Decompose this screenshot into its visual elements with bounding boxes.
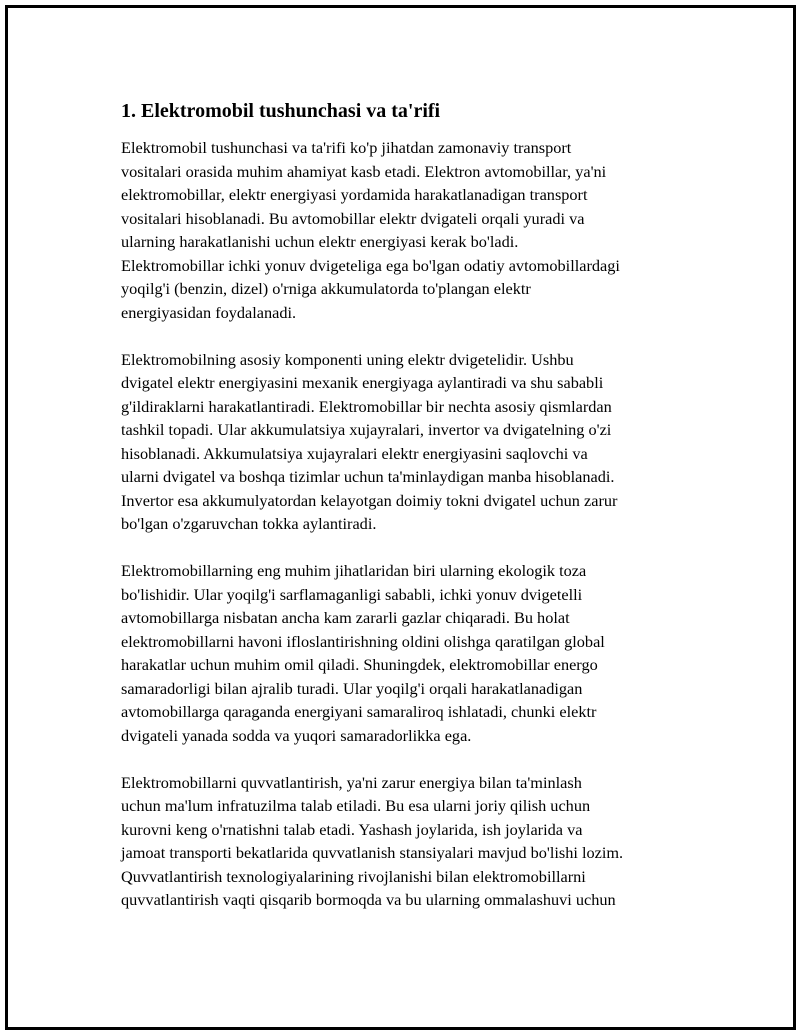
- text-line: vositalari orasida muhim ahamiyat kasb etadi. Elektron avtomobillar, ya'ni: [121, 161, 607, 181]
- text-line: yoqilg'i (benzin, dizel) o'rniga akkumulatorda to'plangan elektr: [121, 279, 531, 298]
- text-line: Invertor esa akkumulyatordan kelayotgan doimiy tokni dvigatel uchun zarur: [121, 490, 618, 510]
- text-line: uchun ma'lum infratuzilma talab etiladi. Bu esa ularni joriy qilish uchun: [121, 796, 591, 815]
- text-line: kurovni keng o'rnatishni talab etadi. Yashash joylarida, ish joylarida va: [121, 819, 583, 839]
- body-paragraph: [121, 136, 701, 324]
- text-line: harakatlar uchun muhim omil qiladi. Shuningdek, elektromobillar energo: [121, 655, 598, 674]
- text-line: Elektromobillarni quvvatlantirish, ya'ni zarur energiya bilan ta'minlash: [121, 772, 582, 792]
- page-border: [5, 5, 796, 1030]
- text-line: quvvatlantirish vaqti qisqarib bormoqda va bu ularning ommalashuvi uchun: [121, 890, 616, 909]
- text-line: Elektromobillarning eng muhim jihatlaridan biri ularning ekologik toza: [121, 561, 587, 580]
- text-line: vositalari hisoblanadi. Bu avtomobillar elektr dvigateli orqali yuradi va: [121, 208, 585, 228]
- body-paragraph: [121, 559, 701, 747]
- text-line: samaradorligi bilan ajralib turadi. Ular yoqilg'i orqali harakatlanadigan: [121, 678, 583, 698]
- text-line: Elektromobillar ichki yonuv dvigeteliga ega bo'lgan odatiy avtomobillardagi: [121, 255, 620, 275]
- text-line: bo'lishidir. Ular yoqilg'i sarflamaganligi sababli, ichki yonuv dvigetelli: [121, 584, 583, 604]
- text-line: ularning harakatlanishi uchun elektr energiyasi kerak bo'ladi.: [121, 232, 519, 251]
- text-line: bo'lgan o'zgaruvchan tokka aylantiradi.: [121, 514, 377, 533]
- text-line: ularni dvigatel va boshqa tizimlar uchun ta'minlaydigan manba hisoblanadi.: [121, 467, 615, 486]
- text-line: elektromobillar, elektr energiyasi yordamida harakatlanadigan transport: [121, 185, 588, 204]
- text-line: avtomobillarga nisbatan ancha kam zararli gazlar chiqaradi. Bu holat: [121, 608, 570, 627]
- body-paragraph: [121, 348, 701, 536]
- text-line: elektromobillarni havoni ifloslantirishning oldini olishga qaratilgan global: [121, 631, 605, 651]
- body-paragraph: [121, 771, 701, 912]
- section-heading: 1. Elektromobil tushunchasi va ta'rifi: [121, 100, 441, 122]
- paragraph-container: [121, 136, 701, 912]
- text-line: Elektromobil tushunchasi va ta'rifi ko'p jihatdan zamonaviy transport: [121, 138, 572, 157]
- document-body: [121, 96, 701, 935]
- text-line: Elektromobilning asosiy komponenti uning elektr dvigetelidir. Ushbu: [121, 349, 574, 369]
- text-line: energiyasidan foydalanadi.: [121, 302, 297, 322]
- text-line: g'ildiraklarni harakatlantiradi. Elektromobillar bir nechta asosiy qismlardan: [121, 396, 612, 416]
- text-line: hisoblanadi. Akkumulatsiya xujayralari elektr energiyasini saqlovchi va: [121, 443, 588, 463]
- text-line: jamoat transporti bekatlarida quvvatlanish stansiyalari mavjud bo'lishi lozim.: [121, 843, 624, 862]
- text-line: dvigatel elektr energiyasini mexanik energiyaga aylantiradi va shu sababli: [121, 373, 604, 392]
- text-line: tashkil topadi. Ular akkumulatsiya xujayralari, invertor va dvigatelning o'zi: [121, 420, 612, 439]
- text-line: dvigateli yanada sodda va yuqori samaradorlikka ega.: [121, 725, 472, 745]
- text-line: Quvvatlantirish texnologiyalarining rivojlanishi bilan elektromobillarni: [121, 866, 586, 886]
- text-line: avtomobillarga qaraganda energiyani samaraliroq ishlatadi, chunki elektr: [121, 702, 597, 721]
